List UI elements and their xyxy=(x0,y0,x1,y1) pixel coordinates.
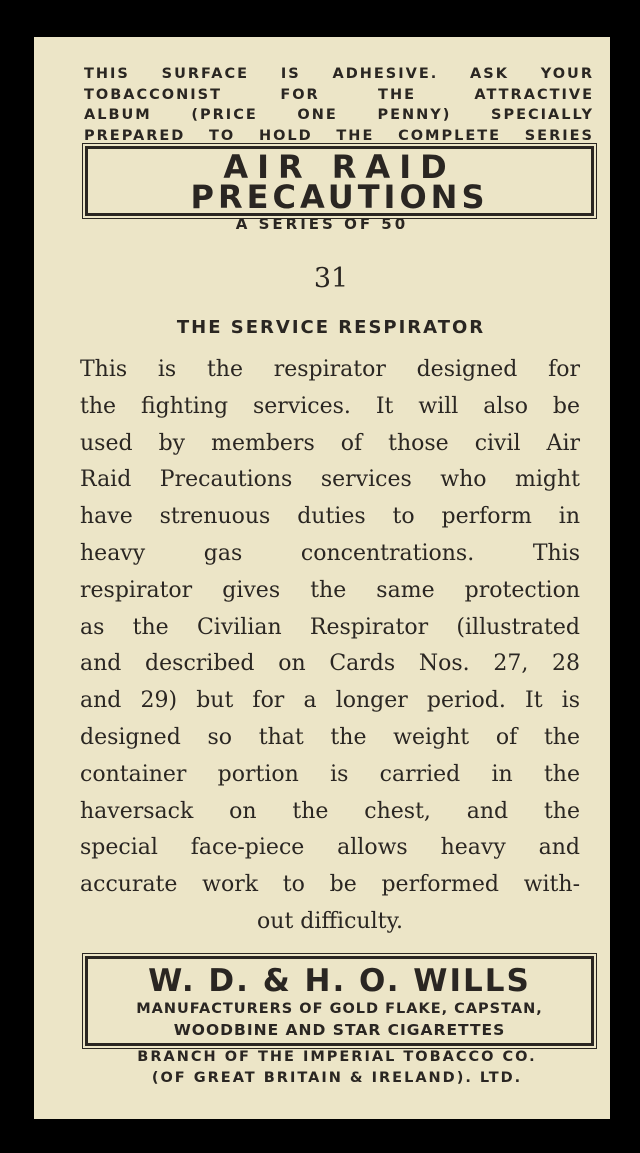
description-line: respirator gives the same protection xyxy=(80,577,580,603)
description-line: designed so that the weight of the xyxy=(80,724,580,750)
branch-notice xyxy=(92,1047,582,1089)
notice-line: PREPARED TO HOLD THE COMPLETE SERIES xyxy=(84,127,594,144)
description-line: have strenuous duties to perform in xyxy=(80,504,580,530)
description-line: the fighting services. It will also be xyxy=(80,393,580,419)
series-title-line1: AIR RAID xyxy=(223,148,456,186)
notice-line: TOBACCONIST FOR THE ATTRACTIVE xyxy=(84,86,594,103)
description-line: accurate work to be performed with- xyxy=(80,872,580,898)
description-line: as the Civilian Respirator (illustrated xyxy=(80,614,580,640)
manufacturer-cigarettes: WOODBINE AND STAR CIGARETTES xyxy=(173,1021,506,1039)
manufacturer-brands: MANUFACTURERS OF GOLD FLAKE, CAPSTAN, xyxy=(136,1001,543,1017)
description-line: and described on Cards Nos. 27, 28 xyxy=(80,651,580,677)
description-line: special face-piece allows heavy and xyxy=(80,835,580,861)
description-line: heavy gas concentrations. This xyxy=(80,540,580,566)
description-line: Raid Precautions services who might xyxy=(80,467,580,493)
notice-line: THIS SURFACE IS ADHESIVE. ASK YOUR xyxy=(84,66,594,82)
card-number: 31 xyxy=(313,263,349,294)
description-line: container portion is carried in the xyxy=(80,761,580,787)
manufacturer-name: W. D. & H. O. WILLS xyxy=(148,963,531,999)
notice-line: ALBUM (PRICE ONE PENNY) SPECIALLY xyxy=(84,107,594,123)
manufacturer-box xyxy=(85,956,594,1046)
branch-line: (OF GREAT BRITAIN & IRELAND). LTD. xyxy=(151,1070,523,1086)
card-title: THE SERVICE RESPIRATOR xyxy=(176,317,486,338)
description-line: haversack on the chest, and the xyxy=(80,798,580,824)
description-line: and 29) but for a longer period. It is xyxy=(80,688,580,714)
branch-line: BRANCH OF THE IMPERIAL TOBACCO CO. xyxy=(137,1049,537,1065)
description-line: used by members of those civil Air xyxy=(80,430,580,456)
series-title-box xyxy=(85,146,594,216)
card-description xyxy=(80,352,580,941)
series-subtitle: A SERIES OF 50 xyxy=(235,215,409,233)
series-title-line2: PRECAUTIONS xyxy=(190,178,489,216)
cigarette-card-back xyxy=(34,37,610,1119)
description-line: This is the respirator designed for xyxy=(80,357,580,382)
description-line: out difficulty. xyxy=(257,908,403,934)
adhesive-notice xyxy=(84,64,594,146)
